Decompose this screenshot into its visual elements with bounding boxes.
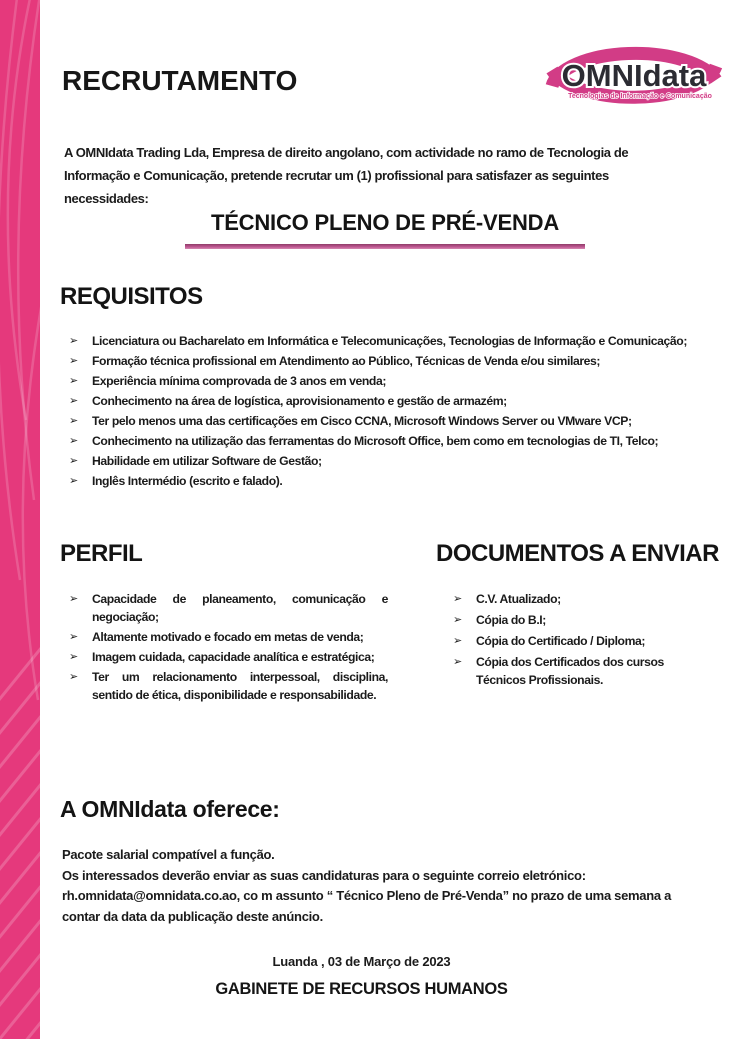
list-item-text: Cópia do B.I; <box>476 613 546 627</box>
job-title-underline <box>185 244 585 249</box>
perfil-list-item <box>68 668 388 704</box>
list-item-text: Inglês Intermédio (escrito e falado). <box>92 474 283 488</box>
perfil-list <box>68 590 388 706</box>
documentos-list-item <box>452 611 715 629</box>
arrow-bullet-icon: ➢ <box>69 593 78 605</box>
pink-band-texture <box>0 0 40 1039</box>
footer-signature: GABINETE DE RECURSOS HUMANOS <box>215 980 508 998</box>
arrow-bullet-icon: ➢ <box>69 651 78 663</box>
page-title: RECRUTAMENTO <box>62 64 298 96</box>
arrow-bullet-icon: ➢ <box>453 593 462 605</box>
documentos-list-item <box>452 590 715 608</box>
list-item-text: Altamente motivado e focado em metas de venda; <box>92 630 364 644</box>
arrow-bullet-icon: ➢ <box>69 455 78 467</box>
list-item-text: Experiência mínima comprovada de 3 anos em venda; <box>92 374 387 388</box>
arrow-bullet-icon: ➢ <box>69 375 78 387</box>
perfil-heading: PERFIL <box>60 540 143 567</box>
requisitos-list-item <box>68 372 713 390</box>
list-item-text: Habilidade em utilizar Software de Gestão; <box>92 454 322 468</box>
list-item-text: Licenciatura ou Bacharelato em Informática e Telecomunicações, Tecnologias de Informação e Comunicação; <box>92 334 687 348</box>
documentos-heading: DOCUMENTOS A ENVIAR <box>436 540 719 567</box>
requisitos-list-item <box>68 452 713 470</box>
documentos-list <box>452 590 715 692</box>
arrow-bullet-icon: ➢ <box>69 631 78 643</box>
arrow-bullet-icon: ➢ <box>69 335 78 347</box>
list-item-text: Conhecimento na utilização das ferramentas do Microsoft Office, bem como em tecnologias de TI, Telco; <box>92 434 659 448</box>
omnidata-logo <box>540 28 730 123</box>
intro-paragraph: A OMNIdata Trading Lda, Empresa de direito angolano, com actividade no ramo de Tecnologia de Informação e Comunicação, pretende recrutar um (1) profissional para satisfazer as seguintes necessidades: <box>64 145 629 206</box>
requisitos-list <box>68 332 713 492</box>
list-item-text: Ter um relacionamento interpessoal, disciplina, sentido de ética, disponibilidade e responsabilidade. <box>92 670 388 702</box>
list-item-text: Formação técnica profissional em Atendimento ao Público, Técnicas de Venda e/ou similares; <box>92 354 601 368</box>
arrow-bullet-icon: ➢ <box>69 671 78 683</box>
omnidata-logo-graphic <box>540 28 730 123</box>
arrow-bullet-icon: ➢ <box>453 635 462 647</box>
arrow-bullet-icon: ➢ <box>69 435 78 447</box>
offer-line-salary: Pacote salarial compatível a função. <box>62 847 275 862</box>
arrow-bullet-icon: ➢ <box>69 415 78 427</box>
documentos-list-item <box>452 653 715 689</box>
requisitos-list-item <box>68 432 713 450</box>
offer-line-application: Os interessados deverão enviar as suas candidaturas para o seguinte correio eletrónico: rh.omnidata@omnidata.co.ao, co m assunto “ Técnico Pleno de Pré-Venda” no prazo de uma semana a contar da data da publicação deste anúncio. <box>62 867 672 924</box>
documentos-list-item <box>452 632 715 650</box>
arrow-bullet-icon: ➢ <box>453 614 462 626</box>
logo-tagline: Tecnologias de Informação e Comunicação <box>568 93 712 100</box>
requisitos-list-item <box>68 352 713 370</box>
list-item-text: Imagem cuidada, capacidade analítica e estratégica; <box>92 650 375 664</box>
offer-text-block <box>62 845 708 927</box>
footer-date: Luanda , 03 de Março de 2023 <box>272 954 451 969</box>
job-title: TÉCNICO PLENO DE PRÉ-VENDA <box>210 210 560 235</box>
list-item-text: Capacidade de planeamento, comunicação e negociação; <box>92 592 388 624</box>
arrow-bullet-icon: ➢ <box>69 395 78 407</box>
requisitos-list-item <box>68 412 713 430</box>
arrow-bullet-icon: ➢ <box>69 475 78 487</box>
requisitos-list-item <box>68 472 713 490</box>
list-item-text: Cópia do Certificado / Diploma; <box>476 634 646 648</box>
requisitos-list-item <box>68 392 713 410</box>
oferta-heading: A OMNIdata oferece: <box>60 796 280 822</box>
perfil-list-item <box>68 628 388 646</box>
requisitos-list-item <box>68 332 713 350</box>
pink-side-band <box>0 0 40 1039</box>
perfil-list-item <box>68 590 388 626</box>
arrow-bullet-icon: ➢ <box>69 355 78 367</box>
requisitos-heading: REQUISITOS <box>60 283 203 310</box>
perfil-list-item <box>68 648 388 666</box>
list-item-text: Ter pelo menos uma das certificações em Cisco CCNA, Microsoft Windows Server ou VMware VCP; <box>92 414 632 428</box>
list-item-text: C.V. Atualizado; <box>476 592 561 606</box>
logo-wordmark: OMNIdata <box>561 58 707 93</box>
list-item-text: Cópia dos Certificados dos cursos Técnicos Profissionais. <box>476 655 664 687</box>
job-title-block <box>160 210 610 249</box>
list-item-text: Conhecimento na área de logística, aprovisionamento e gestão de armazém; <box>92 394 507 408</box>
arrow-bullet-icon: ➢ <box>453 656 462 668</box>
